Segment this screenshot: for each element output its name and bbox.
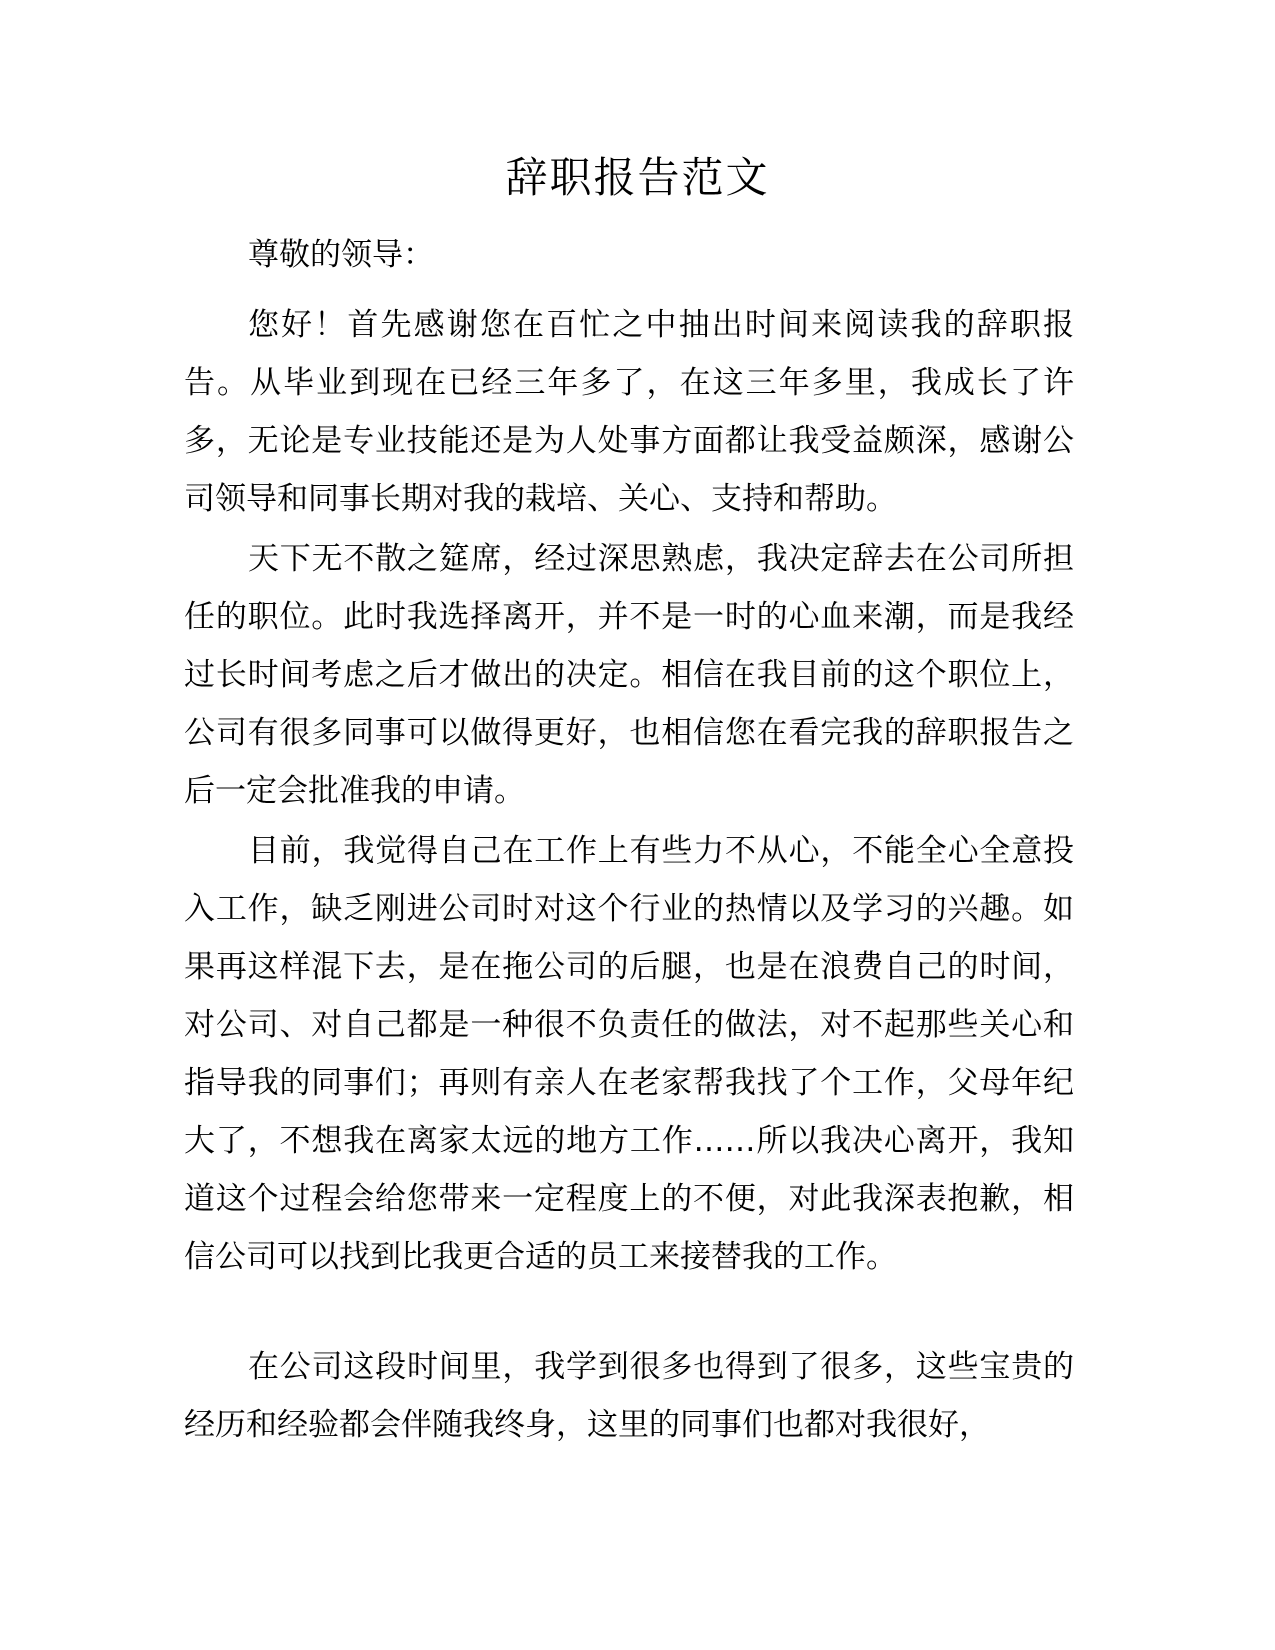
paragraph-1: 您好！首先感谢您在百忙之中抽出时间来阅读我的辞职报告。从毕业到现在已经三年多了，在这三年多里，我成长了许多，无论是专业技能还是为人处事方面都让我受益颇深，感谢公司领导和同事长期对我的栽培、关心、支持和帮助。: [184, 307, 1074, 517]
document-title: 辞职报告范文: [505, 153, 770, 202]
paragraph-4: 在公司这段时间里，我学到很多也得到了很多，这些宝贵的经历和经验都会伴随我终身，这里的同事们也都对我很好，: [184, 1349, 1074, 1443]
paragraph-3: 目前，我觉得自己在工作上有些力不从心，不能全心全意投入工作，缺乏刚进公司时对这个行业的热情以及学习的兴趣。如果再这样混下去，是在拖公司的后腿，也是在浪费自己的时间，对公司、对自己都是一种很不负责任的做法，对不起那些关心和指导我的同事们；再则有亲人在老家帮我找了个工作，父母年纪大了，不想我在离家太远的地方工作……所以我决心离开，我知道这个过程会给您带来一定程度上的不便，对此我深表抱歉，相信公司可以找到比我更合适的员工来接替我的工作。: [184, 833, 1074, 1275]
paragraph-2: 天下无不散之筵席，经过深思熟虑，我决定辞去在公司所担任的职位。此时我选择离开，并不是一时的心血来潮，而是我经过长时间考虑之后才做出的决定。相信在我目前的这个职位上，公司有很多同事可以做得更好，也相信您在看完我的辞职报告之后一定会批准我的申请。: [184, 541, 1074, 809]
greeting: 尊敬的领导：: [248, 237, 434, 273]
